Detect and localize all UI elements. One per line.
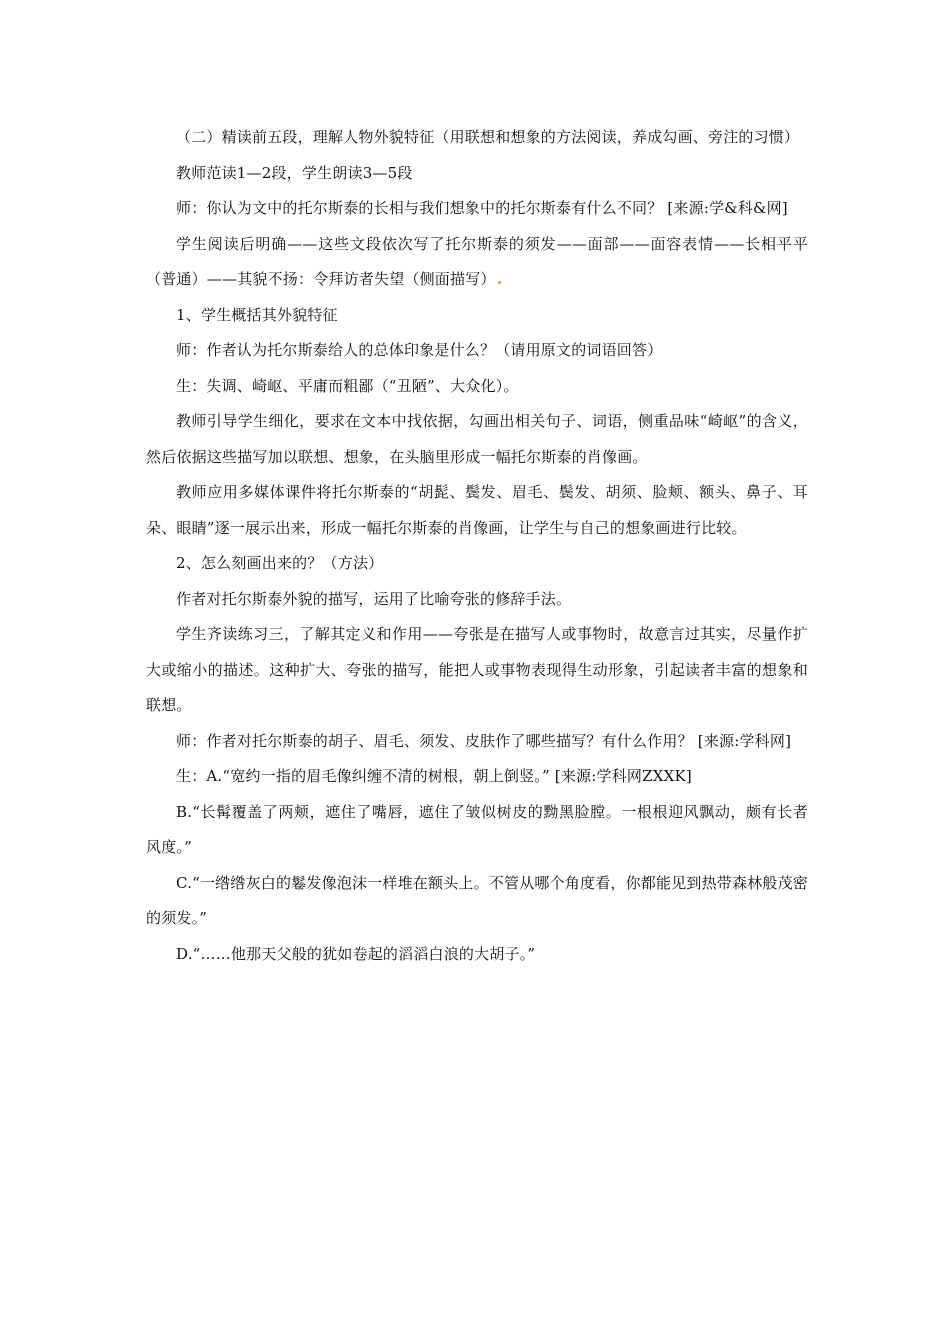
paragraph-rhetoric: 作者对托尔斯泰外貌的描写，运用了比喻夸张的修辞手法。 (176, 589, 572, 608)
paragraph-multimedia: 教师应用多媒体课件将托尔斯泰的“胡髭、鬓发、眉毛、鬓发、胡须、脸颊、额头、鼻子、耳朵、眼睛”逐一展示出来，形成一幅托尔斯泰的肖像画，让学生与自己的想象画进行比较。 (146, 483, 808, 537)
document-body (146, 120, 808, 972)
paragraph-teacher-question-3: 师：作者对托尔斯泰的胡子、眉毛、须发、皮肤作了哪些描写？有什么作用？ [来源:学科网] (176, 731, 792, 750)
paragraph-point-2: 2、怎么刻画出来的？（方法） (176, 554, 384, 572)
paragraph-point-1: 1、学生概括其外貌特征 (176, 305, 338, 324)
paragraph-student-clarification-text: 学生阅读后明确——这些文段依次写了托尔斯泰的须发——面部——面容表情——长相平平（普通）——其貌不扬：令拜访者失望（侧面描写） (146, 234, 808, 288)
paragraph-exaggeration-definition: 学生齐读练习三，了解其定义和作用——夸张是在描写人或事物时，故意言过其实，尽量作扩大或缩小的描述。这种扩大、夸张的描写，能把人或事物表现得生动形象，引起读者丰富的想象和联想。 (146, 625, 808, 714)
paragraph-answer-b: B.“长髯覆盖了两颊，遮住了嘴唇，遮住了皱似树皮的黝黑脸膛。一根根迎风飘动，颇有长者风度。” (146, 802, 808, 856)
paragraph-section-heading: （二）精读前五段，理解人物外貌特征（用联想和想象的方法阅读，养成勾画、旁注的习惯） (176, 128, 800, 146)
paragraph-answer-c: C.“一绺绺灰白的鬈发像泡沫一样堆在额头上。不管从哪个角度看，你都能见到热带森林般茂密的须发。” (146, 873, 808, 927)
paragraph-answer-a: 生：A.“宽约一指的眉毛像纠缠不清的树根，朝上倒竖。” [来源:学科网ZXXK] (176, 767, 692, 785)
paragraph-teacher-guidance: 教师引导学生细化，要求在文本中找依据，勾画出相关句子、词语，侧重品味“崎岖”的含义，然后依据这些描写加以联想、想象，在头脑里形成一幅托尔斯泰的肖像画。 (146, 412, 808, 466)
paragraph-reading-instruction: 教师范读1—2段，学生朗读3—5段 (176, 163, 413, 182)
annotation-mark (498, 281, 501, 284)
paragraph-teacher-question-1: 师：你认为文中的托尔斯泰的长相与我们想象中的托尔斯泰有什么不同？ [来源:学&科&网] (176, 199, 788, 217)
paragraph-student-clarification (146, 227, 808, 298)
paragraph-teacher-question-2: 师：作者认为托尔斯泰给人的总体印象是什么？（请用原文的词语回答） (176, 341, 663, 359)
paragraph-answer-d: D.“……他那天父般的犹如卷起的滔滔白浪的大胡子。” (176, 944, 536, 963)
paragraph-student-answer-1: 生：失调、崎岖、平庸而粗鄙（“丑陋”、大众化）。 (176, 376, 519, 395)
